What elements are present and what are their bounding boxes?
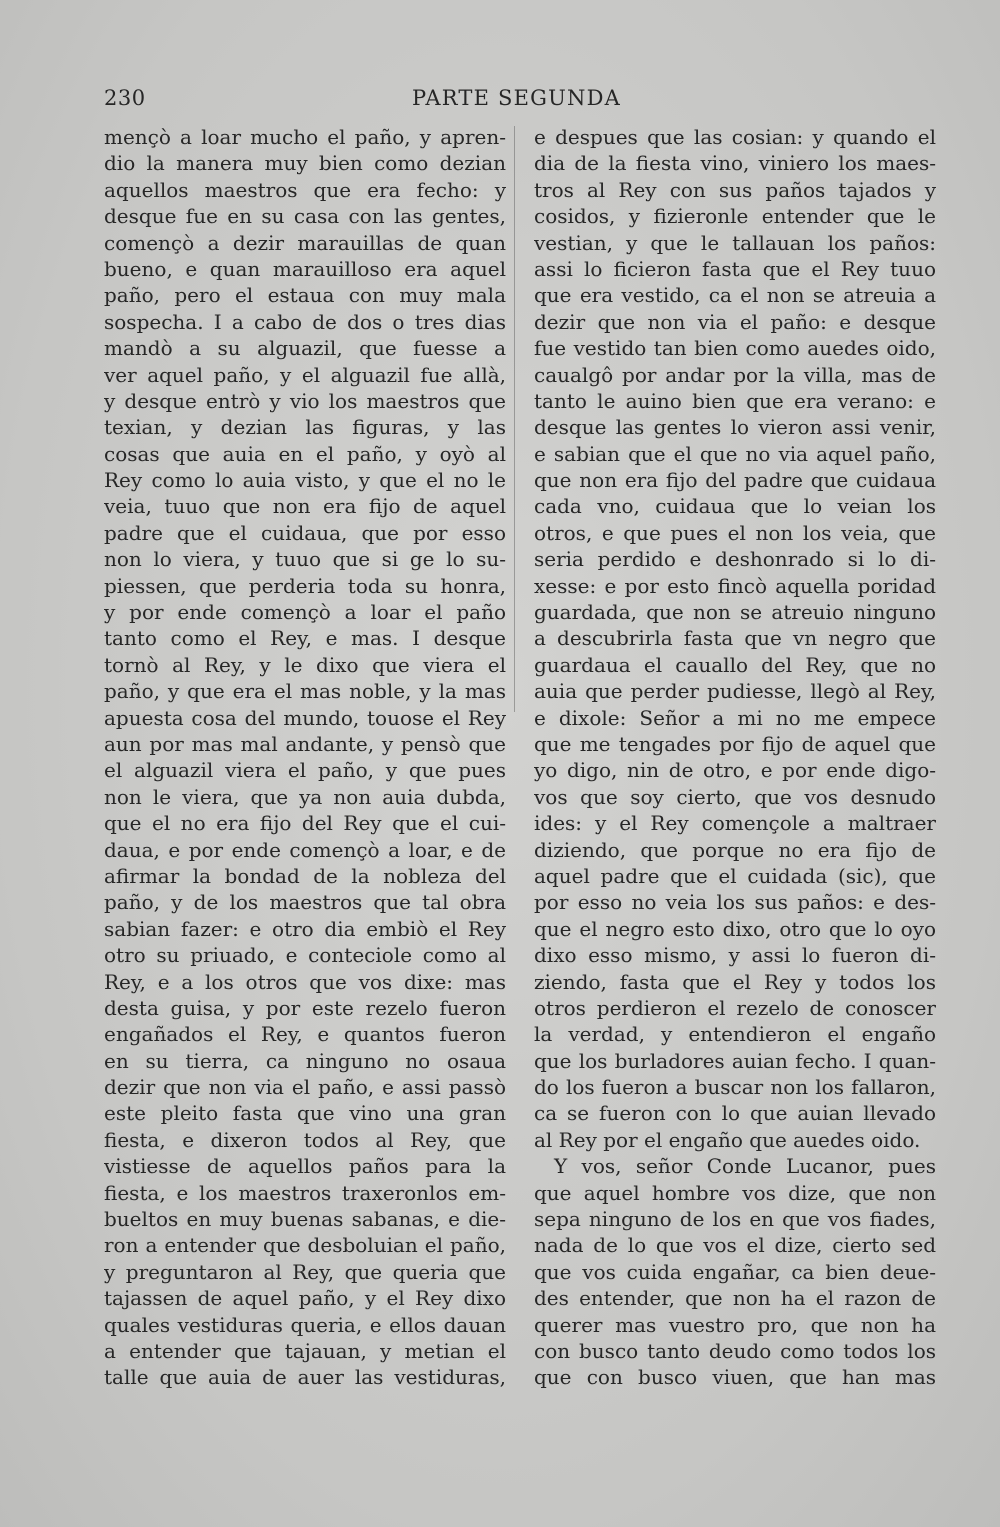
text-line: aquellos maestros que era fecho: y — [104, 177, 506, 202]
left-column — [104, 124, 506, 1391]
text-line: vos que soy cierto, que vos desnudo — [534, 784, 936, 809]
text-line: por esso no veia los sus paños: e des- — [534, 890, 936, 915]
text-line: quales vestiduras queria, e ellos dauan — [104, 1312, 506, 1337]
text-line: e sabian que el que no via aquel paño, — [534, 441, 936, 466]
text-line: con busco tanto deudo como todos los — [534, 1338, 936, 1363]
text-line: a descubrirla fasta que vn negro que — [534, 626, 936, 651]
text-line: tanto como el Rey, e mas. I desque — [104, 626, 506, 651]
text-line: sospecha. I a cabo de dos o tres dias — [104, 309, 506, 334]
text-line: cosidos, y fizieronle entender que le — [534, 204, 936, 229]
text-line: dixo esso mismo, y assi lo fueron di- — [534, 943, 936, 968]
text-line: auia que perder pudiesse, llegò al Rey, — [534, 679, 936, 704]
text-line: padre que el cuidaua, que por esso — [104, 520, 506, 545]
text-line: piessen, que perderia toda su honra, — [104, 573, 506, 598]
page-number: 230 — [104, 86, 146, 110]
text-line: e dixole: Señor a mi no me empece — [534, 705, 936, 730]
text-line: y desque entrò y vio los maestros que — [104, 388, 506, 413]
text-line: bueno, e quan marauilloso era aquel — [104, 256, 506, 281]
text-line: caualgô por andar por la villa, mas de — [534, 362, 936, 387]
text-line: que era vestido, ca el non se atreuia a — [534, 283, 936, 308]
text-line: dezir que non via el paño: e desque — [534, 309, 936, 334]
text-line: Y vos, señor Conde Lucanor, pues — [554, 1154, 936, 1179]
text-line: diziendo, que porque no era fijo de — [534, 837, 936, 862]
text-line: paño, y que era el mas noble, y la mas — [104, 679, 506, 704]
page-header — [104, 86, 934, 116]
text-line: tros al Rey con sus paños tajados y — [534, 177, 936, 202]
column-divider — [514, 126, 515, 712]
text-line: mandò a su alguazil, que fuesse a — [104, 336, 506, 361]
text-line: texian, y dezian las figuras, y las — [104, 415, 506, 440]
text-line: a entender que tajauan, y metian el — [104, 1338, 506, 1363]
text-line: veia, tuuo que non era fijo de aquel — [104, 494, 506, 519]
text-line: do los fueron a buscar non los fallaron, — [534, 1075, 936, 1100]
text-line: assi lo ficieron fasta que el Rey tuuo — [534, 256, 936, 281]
text-line: dezir que non via el paño, e assi passò — [104, 1075, 506, 1100]
text-line: fiesta, e los maestros traxeronlos em- — [104, 1180, 506, 1205]
text-line: desque las gentes lo vieron assi venir, — [534, 415, 936, 440]
text-line: en su tierra, ca ninguno no osaua — [104, 1048, 506, 1073]
text-line: tornò al Rey, y le dixo que viera el — [104, 652, 506, 677]
text-line: xesse: e por esto fincò aquella poridad — [534, 573, 936, 598]
text-line: dio la manera muy bien como dezian — [104, 151, 506, 176]
text-line: non lo viera, y tuuo que si ge lo su- — [104, 547, 506, 572]
text-line: guardaua el cauallo del Rey, que no — [534, 652, 936, 677]
text-line: otro su priuado, e conteciole como al — [104, 943, 506, 968]
text-line: tajassen de aquel paño, y el Rey dixo — [104, 1286, 506, 1311]
text-line: vistiesse de aquellos paños para la — [104, 1154, 506, 1179]
text-line: vestian, y que le tallauan los paños: — [534, 230, 936, 255]
text-line: al Rey por el engaño que auedes oido. — [534, 1127, 921, 1152]
text-line: que non era fijo del padre que cuidaua — [534, 468, 936, 493]
text-line: apuesta cosa del mundo, touose el Rey — [104, 705, 506, 730]
text-line: el alguazil viera el paño, y que pues — [104, 758, 506, 783]
text-line: que con busco viuen, que han mas — [534, 1365, 936, 1390]
text-line: cada vno, cuidaua que lo veian los — [534, 494, 936, 519]
text-line: non le viera, que ya non auia dubda, — [104, 784, 506, 809]
text-line: que el negro esto dixo, otro que lo oyo — [534, 916, 936, 941]
text-line: la verdad, y entendieron el engaño — [534, 1022, 936, 1047]
text-line: desque fue en su casa con las gentes, — [104, 204, 506, 229]
text-line: bueltos en muy buenas sabanas, e die- — [104, 1207, 506, 1232]
text-line: afirmar la bondad de la nobleza del — [104, 863, 506, 888]
text-line: començò a dezir marauillas de quan — [104, 230, 506, 255]
text-line: otros, e que pues el non los veia, que — [534, 520, 936, 545]
text-line: querer mas vuestro pro, que non ha — [534, 1312, 936, 1337]
text-line: tanto le auino bien que era verano: e — [534, 388, 936, 413]
text-line: sabian fazer: e otro dia embiò el Rey — [104, 916, 506, 941]
text-line: ron a entender que desboluian el paño, — [104, 1233, 506, 1258]
text-line: otros perdieron el rezelo de conoscer — [534, 995, 936, 1020]
text-line: yo digo, nin de otro, e por ende digo- — [534, 758, 936, 783]
text-line: nada de lo que vos el dize, cierto sed — [534, 1233, 936, 1258]
text-line: talle que auia de auer las vestiduras, — [104, 1365, 506, 1390]
text-line: y preguntaron al Rey, que queria que — [104, 1259, 506, 1284]
text-line: daua, e por ende començò a loar, e de — [104, 837, 506, 862]
text-line: Rey como lo auia visto, y que el no le — [104, 468, 506, 493]
text-line: que vos cuida engañar, ca bien deue- — [534, 1259, 936, 1284]
text-line: que el no era fijo del Rey que el cui- — [104, 811, 506, 836]
text-line: paño, pero el estaua con muy mala — [104, 283, 506, 308]
text-line: engañados el Rey, e quantos fueron — [104, 1022, 506, 1047]
text-line: y por ende començò a loar el paño — [104, 600, 506, 625]
right-column — [534, 124, 936, 1391]
text-line: mençò a loar mucho el paño, y apren- — [104, 125, 506, 149]
text-line: dia de la fiesta vino, viniero los maes- — [534, 151, 936, 176]
text-line: sepa ninguno de los en que vos fiades, — [534, 1207, 936, 1232]
running-head: PARTE SEGUNDA — [412, 86, 621, 110]
text-line: seria perdido e deshonrado si lo di- — [534, 547, 936, 572]
text-line: que los burladores auian fecho. I quan- — [534, 1048, 936, 1073]
text-line: paño, y de los maestros que tal obra — [104, 890, 506, 915]
text-line: ca se fueron con lo que auian llevado — [534, 1101, 936, 1126]
text-line: ziendo, fasta que el Rey y todos los — [534, 969, 936, 994]
text-line: que aquel hombre vos dize, que non — [534, 1180, 936, 1205]
text-line: ver aquel paño, y el alguazil fue allà, — [104, 362, 506, 387]
text-line: des entender, que non ha el razon de — [534, 1286, 936, 1311]
text-line: guardada, que non se atreuio ninguno — [534, 600, 936, 625]
text-line: fue vestido tan bien como auedes oido, — [534, 336, 936, 361]
text-line: que me tengades por fijo de aquel que — [534, 731, 936, 756]
text-line: este pleito fasta que vino una gran — [104, 1101, 506, 1126]
text-line: aun por mas mal andante, y pensò que — [104, 731, 506, 756]
text-line: Rey, e a los otros que vos dixe: mas — [104, 969, 506, 994]
text-line: cosas que auia en el paño, y oyò al — [104, 441, 506, 466]
text-line: aquel padre que el cuidada (sic), que — [534, 863, 936, 888]
text-line: ides: y el Rey començole a maltraer — [534, 811, 936, 836]
text-line: desta guisa, y por este rezelo fueron — [104, 995, 506, 1020]
text-line: e despues que las cosian: y quando el — [534, 125, 936, 149]
text-line: fiesta, e dixeron todos al Rey, que — [104, 1127, 506, 1152]
